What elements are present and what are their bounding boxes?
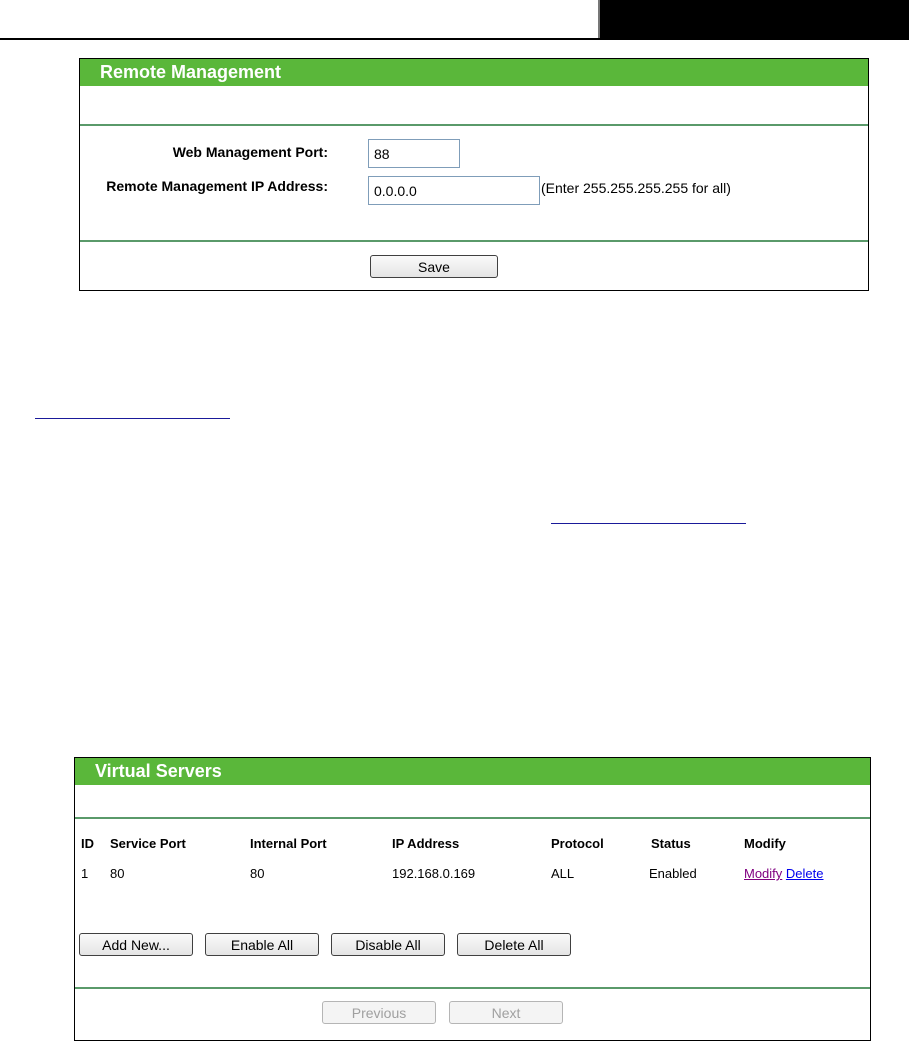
page-header-rule xyxy=(0,38,909,40)
delete-all-button[interactable]: Delete All xyxy=(457,933,571,956)
column-header-service-port: Service Port xyxy=(110,836,186,851)
cell-id: 1 xyxy=(81,866,89,881)
web-port-input[interactable] xyxy=(368,139,460,168)
remote-management-panel xyxy=(79,58,869,291)
column-header-status: Status xyxy=(651,836,691,851)
cell-status: Enabled xyxy=(649,866,697,881)
disable-all-button[interactable]: Disable All xyxy=(331,933,445,956)
previous-button[interactable]: Previous xyxy=(322,1001,436,1024)
link-underline xyxy=(551,523,746,524)
ip-address-input[interactable] xyxy=(368,176,540,205)
column-header-modify: Modify xyxy=(744,836,786,851)
cell-internal-port: 80 xyxy=(250,866,265,881)
cell-service-port: 80 xyxy=(110,866,125,881)
column-header-internal-port: Internal Port xyxy=(250,836,327,851)
divider xyxy=(75,987,870,989)
cell-protocol: ALL xyxy=(551,866,575,881)
save-button[interactable]: Save xyxy=(370,255,498,278)
panel-title: Remote Management xyxy=(80,59,868,86)
column-header-id: ID xyxy=(81,836,94,851)
delete-link[interactable]: Delete xyxy=(785,866,824,881)
add-new-button[interactable]: Add New... xyxy=(79,933,193,956)
cell-ip-address: 192.168.0.169 xyxy=(392,866,476,881)
enable-all-button[interactable]: Enable All xyxy=(205,933,319,956)
page-header-tab xyxy=(598,0,909,38)
column-header-ip-address: IP Address xyxy=(392,836,460,851)
modify-link[interactable]: Modify xyxy=(744,866,783,881)
column-header-protocol: Protocol xyxy=(551,836,604,851)
panel-title: Virtual Servers xyxy=(75,758,870,785)
link-underline xyxy=(35,418,230,419)
divider xyxy=(80,240,868,242)
ip-address-label: Remote Management IP Address: xyxy=(106,178,328,194)
divider xyxy=(80,124,868,126)
web-port-label: Web Management Port: xyxy=(172,144,328,160)
virtual-servers-panel xyxy=(74,757,871,1041)
cell-modify xyxy=(744,866,824,881)
next-button[interactable]: Next xyxy=(449,1001,563,1024)
divider xyxy=(75,817,870,819)
ip-address-hint: (Enter 255.255.255.255 for all) xyxy=(541,180,731,196)
